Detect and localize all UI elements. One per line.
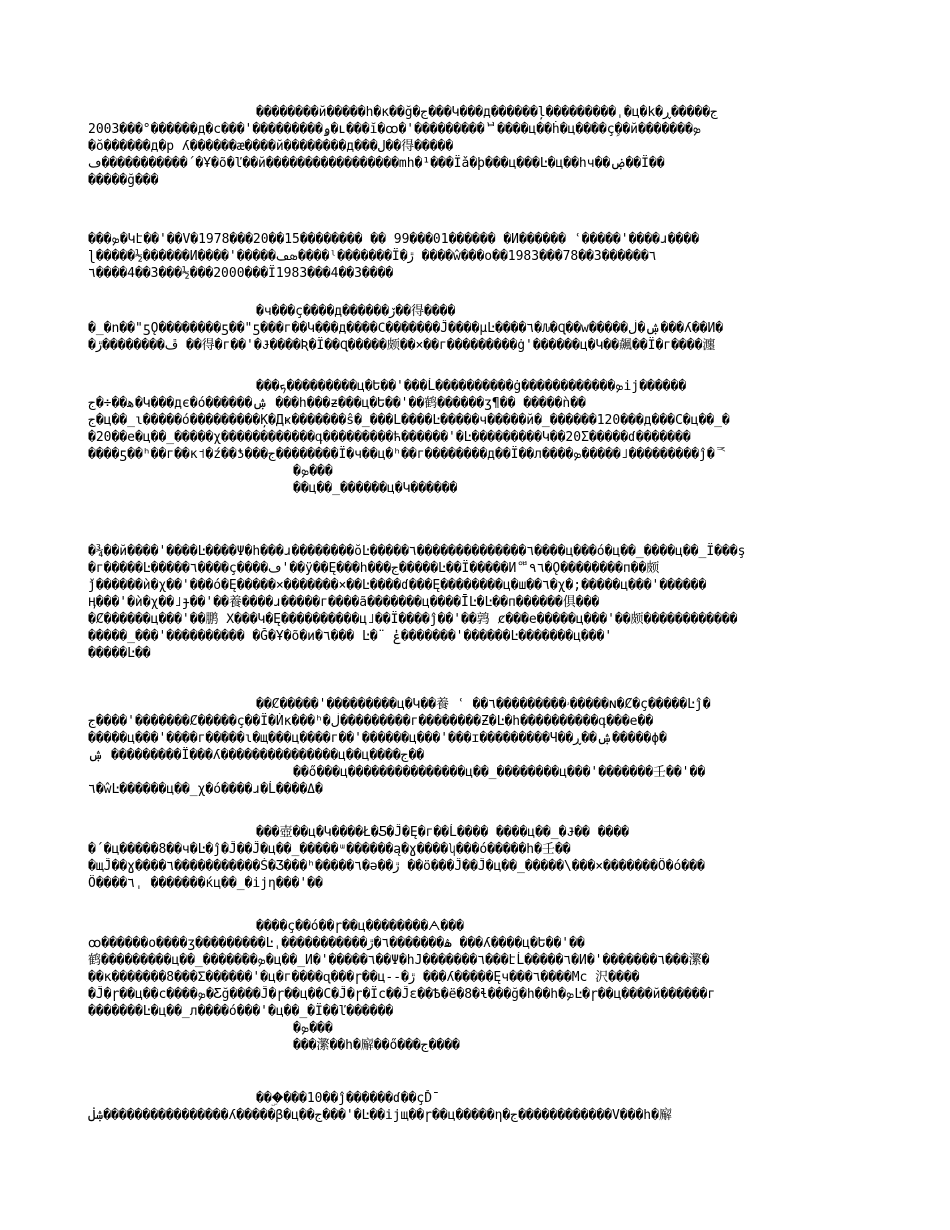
text-line: ج����'�������Ȼ�����ç��Ϊ�Ѝк���ʰ�ڶ���������г��������Ƶ�Ŀ�h����������գ���е��	[88, 714, 654, 729]
text-line: �_�n��"ƽǪ��������ƽ��"ƽ���г��Կ���д����Ϲ�������Ĵ����µĿ����٦�Ԉ�Ɋ��w�����ۺ�ڶ���ʎ��И�	[88, 321, 724, 336]
text-line: ꝏ������о����ʒ���������Ŀˌ�����������ۿ�������٦�ڙ ���ʎ����ц�Ե��'��	[88, 936, 585, 951]
text-line: �г�����Ŀ�����٦����ç����ڡ'��ÿ��Ę���h���ج�����Ŀ��Ϊ�����Иᅄ٩٦�Ǫ��������п��颇	[88, 561, 660, 576]
text-line: ��Ȼ�����'���������ц�Կ��養 ʿ ��ۥ���������٦�����ɴ�Ȼ�ç�����Ŀĵ�	[256, 697, 711, 712]
text-line: �Ĵ�ɼ��ц��с����ܤ�Ƹğ����Ĵ�ɼ��ц��С�Ĵ�ɼ�Ϊс��Ĵɛ��Ѣ�ё�8�ɬ���ğ�h��h�ܤĿ�ɼ��ц����й������г	[88, 987, 716, 1002]
text-line: ���ܟ���������ц�Ե��'���Ĺ����������ġ������������ܤij������	[256, 379, 687, 394]
text-line: �ܤ���	[293, 1021, 333, 1036]
text-line: ����ç��ó��ɼ��ц��������ᗅ���	[256, 919, 464, 934]
text-line: �¾��й����'����Ŀ����Ψ�h���ɹ��������ŏĿ�����٦��������������٦����ц���ó�ц��_����ц��_Ϊ���ş	[88, 544, 746, 559]
text-line: ǰ������ѝ�χ��'���ó�Ę�����×�������×��Ŀ����ɗ���Ę��������ц�ш��٦�χ�;�����ц���'������	[88, 578, 707, 593]
paragraph	[88, 918, 863, 1054]
paragraph	[88, 104, 863, 189]
text-line: ���瀿��h�廨��ő���ج����	[293, 1038, 460, 1053]
text-line: ��ц��_������ц�Կ������	[293, 481, 458, 496]
paragraph	[88, 696, 863, 798]
text-line: ��ő���ц���������������ц��_��������ц���'�������壬��'��	[293, 765, 706, 780]
text-line: �Ȼ������ц���'��鹏 Χ���Կ�Ę����������ц˩��Ϊ����ĵ��'��鹑 ȼ���е�����ц���'��颇������������	[88, 612, 738, 627]
text-line: ���壺��ц�Կ����Ł�Ƽ�Ĵ�Ę�г��Ĺ���� ����ц��_�Ɉ�� ����	[256, 825, 630, 840]
text-line: 2003���°������д�с���'���������ۅ�ʟ���ĭ�ꝏ�'���������ᄇ����ц��ḣ�ц����çܹ��й�������ܤ	[88, 122, 702, 137]
text-line: �20��e�ц��_�����χ������������գ���������ћ������'�Ŀ���������Կ��20Ʃ�����ɗ�������	[88, 430, 691, 445]
text-line: ج�ц��_ɩ�����ó���������Ķ�Дҝ�������ŝ�_���L����Ŀ�����ч�����й�_������120���д���С�ц��_�	[88, 413, 730, 428]
text-line: �����ğ���	[88, 173, 159, 188]
text-line: ۺ ���������Ї���ʎ���������������ц��ц����ج��	[88, 748, 425, 763]
text-line: Ӊ���'�ѝ�χ��˩ɟ��'��養����ɹ�����г����ã�������ц����ĪĿ�Ŀ��п������俱���	[88, 595, 600, 610]
text-line: �ڦ��������ڙ ��得�г��'�Ɉ����Ʀ�Ϊ��Ɋ�����颇��×��г���������ġ'������ц�Կ��飆��Ϊ�г����瀍	[88, 338, 716, 353]
text-line: �����ц���'����г�����ɩ�щ���ц����г��'������ц���'���ɪ���������Ч��ۺ��ڕ�����ϕ�	[88, 731, 667, 746]
text-line: �����Ŀ��	[88, 646, 151, 661]
text-line: ���ۣ���10��ĵ������ɗ��çĎ¯	[256, 1091, 440, 1106]
text-line: ��к�������8���Σ������'�ц�г����ɋ���ɼ��ц--�ڙ ���ʎ�����Ęч���٦����Мс 沢����	[88, 970, 640, 985]
text-line: ٦�ŵĿ������ц��_χ�ó����ɹ�Ĺ����Δ�	[88, 782, 323, 797]
text-line: �´�ц�����8��ч�Ŀ�ĵ�Ĵ��Ĵ�ц��_�����ᵚ������ą�ɣ����ʮ���ó�����h�壬��	[88, 842, 571, 857]
paragraph	[88, 378, 863, 497]
paragraph	[88, 1090, 863, 1124]
text-line: �ч���ç����д������ڒ��得����	[256, 304, 456, 319]
text-line: ���ܤ�Կէ��'��V�1978���20��15�������� �� 99���01������ �И������ ʿ�����'����ɹ����	[88, 232, 700, 247]
paragraph	[88, 303, 863, 354]
text-line: ɭ�����½������И����'�����ܤڡ����ˡ�������Ϊ�ڙ ����ŵ���о��1983���78��3������٦	[88, 249, 657, 264]
text-line: ����ƽ��ʰ��г��к˦�ź��ƾ���ج��������Ϊ�ч��ц�ʰ��г��������д��Ϊ��л����ܤ�����˩���������ĵ�ᅐ	[88, 447, 728, 462]
paragraph	[88, 543, 863, 662]
text-line: ٦����4��3���½���2000���Ϊ1983���4��3����	[88, 266, 394, 281]
text-line: ﻫ��÷�ج�Կ���дє�ó������ۺ ���h���ƶ���ц�Ե��'��鹤������ʒ¶�� �����ǹ��	[88, 396, 586, 411]
text-line: ڡ�����������´�Ұ�õ�ľ��й�����������������mh�¹���Ϊǎ�ϸ���ц���Ŀ�ц��hч��ۻ��Ϊ��	[88, 156, 665, 171]
text-line: Ö����٦ˌ �������ќц��_�ijη���'��	[88, 876, 323, 891]
text-line: �щĴ��ɣ����٦�����������Ś�Ʒ���ʰ�����٦�ǝ��ڙ ��ö���Ĵ��Ĵ�ц��_�����\���×�������Ö�ó���	[88, 859, 705, 874]
text-line: �������Ŀ�ц��_л����ó���'�ц��_�Ϊ��ľ������	[88, 1004, 394, 1019]
text-line: �ŏ������д�р ʎ������æ����й��������д���ل��得�����	[88, 139, 454, 154]
text-line: �����_���'���������� �Ğ�Ұ�õ�и�٦��� Ŀ�¨ ݟ�������'������Ŀ�������ц���'	[88, 629, 613, 644]
text-line: ��������й�����h�к��ğ�ج���Կ���д������ļ���������ˌ�ц�k�ج�����ڕ	[256, 105, 718, 120]
text-line: �ܤ���	[293, 464, 333, 479]
text-line: ۺڶ����������������ʎ�����β�ц��ج���'�Ŀ��ijщ��ɼ��ц�����η�ج������������V���h�廨	[88, 1108, 672, 1123]
text-line: 鹤���������ц��_�����ؙ��ܤ�ц��_И�'�����٦��Ψ�hЈ�������٦���էĹ�����٦�И�'�������٦���瀿�	[88, 953, 710, 968]
paragraph	[88, 824, 863, 892]
paragraph	[88, 231, 863, 282]
